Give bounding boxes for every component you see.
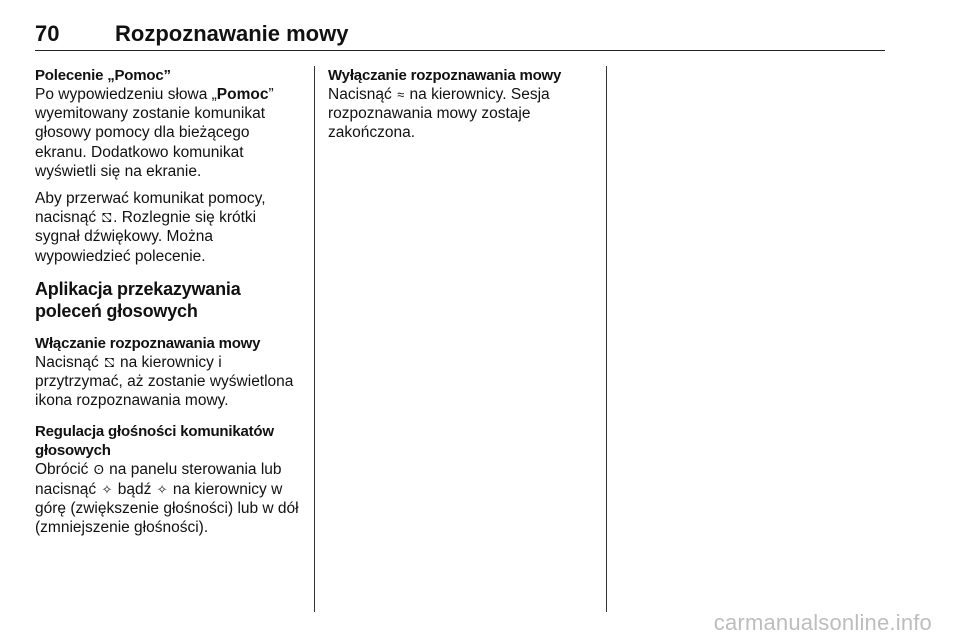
voice-control-icon: ⛞ <box>101 210 113 226</box>
chapter-title: Rozpoznawanie mowy <box>115 21 349 46</box>
voice-end-icon: ≈ <box>397 87 405 102</box>
help-command-paragraph <box>35 85 300 181</box>
help-interrupt-paragraph <box>35 189 300 266</box>
text-run: . Rozlegnie się krótki sygnał dźwiękowy. Można wypowiedzieć polecenie. <box>35 209 257 265</box>
volume-block <box>35 422 300 537</box>
help-command-heading: Polecenie „Pomoc” <box>35 67 171 84</box>
help-command-block <box>35 66 300 266</box>
volume-paragraph <box>35 460 300 537</box>
text-run: Aby przerwać komunikat pomocy, nacisnąć <box>35 190 266 227</box>
text-run: na kierownicy. Sesja rozpoznawania mowy zostaje zakończona. <box>328 86 550 142</box>
text-run: Obrócić <box>35 461 89 479</box>
keyword-pomoc: Pomoc <box>216 86 269 103</box>
text-run: Nacisnąć <box>35 353 99 371</box>
column-middle <box>328 66 593 155</box>
volume-up-icon: ✧ <box>101 481 113 497</box>
column-divider-right <box>606 66 607 612</box>
watermark: carmanualsonline.info <box>713 610 932 635</box>
enable-voice-heading: Włączanie rozpoznawania mowy <box>35 334 261 352</box>
text-run: na panelu sterowania lub nacisnąć <box>35 461 282 498</box>
volume-knob-icon: ʘ <box>93 462 104 478</box>
volume-down-icon: ✧ <box>156 481 168 497</box>
text-run: Po wypowiedzeniu słowa „ <box>35 86 217 103</box>
section-heading-voice-pass-through: Aplikacja przekazywania poleceń głosowych <box>35 278 241 321</box>
disable-voice-heading: Wyłączanie rozpoznawania mowy <box>328 67 562 84</box>
page-number: 70 <box>35 21 60 46</box>
text-run: na kierownicy i przytrzymać, aż zostanie wyświetlona ikona rozpoznawania mowy. <box>35 353 294 410</box>
text-run: ” wyemitowany zostanie komunikat głosowy pomocy dla bieżącego ekranu. Dodatkowo komunikat wyświetli się na ekranie. <box>35 86 274 180</box>
voice-control-icon: ⛞ <box>104 354 115 370</box>
volume-heading: Regulacja głośności komunikatów głosowych <box>35 423 274 460</box>
column-left <box>35 66 300 549</box>
enable-voice-paragraph <box>35 353 300 411</box>
column-divider-left <box>314 66 315 612</box>
enable-voice-block <box>35 334 300 411</box>
disable-voice-paragraph <box>328 85 593 143</box>
disable-voice-block <box>328 66 593 143</box>
text-run: na kierownicy w górę (zwiększenie głośności) lub w dół (zmniejszenie głośności). <box>35 480 299 537</box>
text-run: bądź <box>117 480 152 498</box>
page-header <box>35 22 885 51</box>
text-run: Nacisnąć <box>328 86 392 103</box>
